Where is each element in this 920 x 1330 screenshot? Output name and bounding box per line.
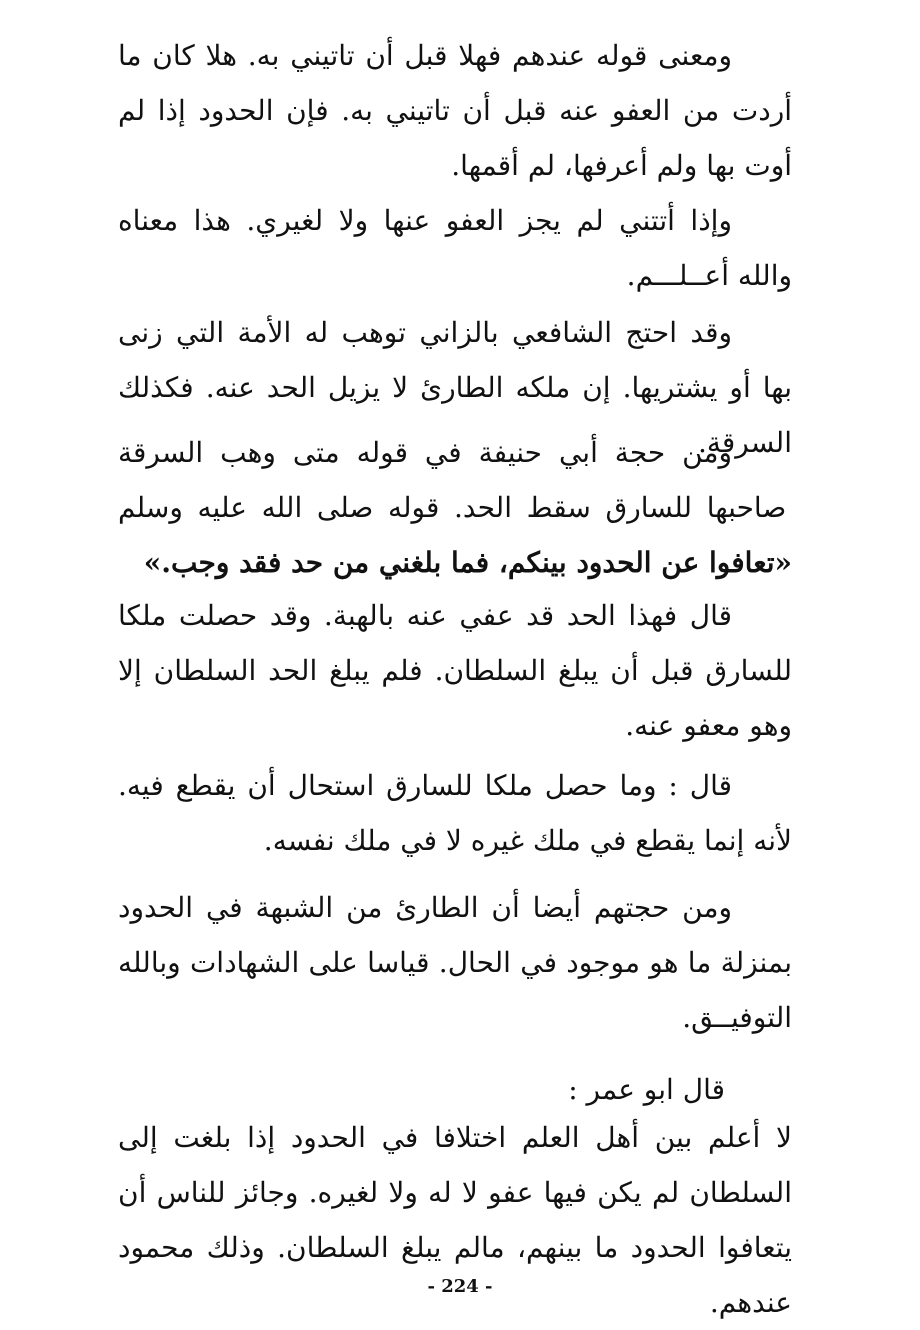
hadith-quote: «تعافوا عن الحدود بينكم، فما بلغني من حد فقد وجب.» (143, 546, 792, 579)
paragraph-3: وقد احتج الشافعي بالزاني توهب له الأمة التي زنى بها أو يشتريها. إن ملكه الطارئ لا يزيل الحد عنه. فكذلك السرقة. (118, 316, 792, 459)
section-heading: قال ابو عمر : (568, 1073, 725, 1106)
final-paragraph: لا أعلم بين أهل العلم اختلافا في الحدود إذا بلغت إلى السلطان لم يكن فيها عفو لا له ولا لغيره. وجائز للناس أن يتعافوا الحدود ما بينهم، مالم يبلغ السلطان. وذلك محمود عندهم. (118, 1121, 792, 1319)
paragraph-7: ومن حجتهم أيضا أن الطارئ من الشبهة في الحدود بمنزلة ما هو موجود في الحال. قياسا على الشهادات وبالله التوفيــق. (118, 891, 792, 1034)
paragraph-4-normal: ومن حجة أبي حنيفة في قوله متى وهب السرقة صاحبها للسارق سقط الحد. قوله صلى الله عليه وسلم (118, 436, 787, 524)
page-number: - 224 - (427, 1276, 493, 1297)
paragraph-5: قال فهذا الحد قد عفي عنه بالهبة. وقد حصلت ملكا للسارق قبل أن يبلغ السلطان. فلم يبلغ الحد السلطان إلا وهو معفو عنه. (118, 599, 792, 742)
paragraph-2: وإذا أتتني لم يجز العفو عنها ولا لغيري. هذا معناه والله أعــلـــم. (118, 204, 792, 292)
paragraph-4 (118, 425, 792, 590)
paragraph-6: قال : وما حصل ملكا للسارق استحال أن يقطع فيه. لأنه إنما يقطع في ملك غيره لا في ملك نفسه. (118, 769, 792, 857)
paragraph-1: ومعنى قوله عندهم فهلا قبل أن تاتيني به. هلا كان ما أردت من العفو عنه قبل أن تاتيني به. فإن الحدود إذا لم أوت بها ولم أعرفها، لم أقمها. (118, 39, 792, 182)
